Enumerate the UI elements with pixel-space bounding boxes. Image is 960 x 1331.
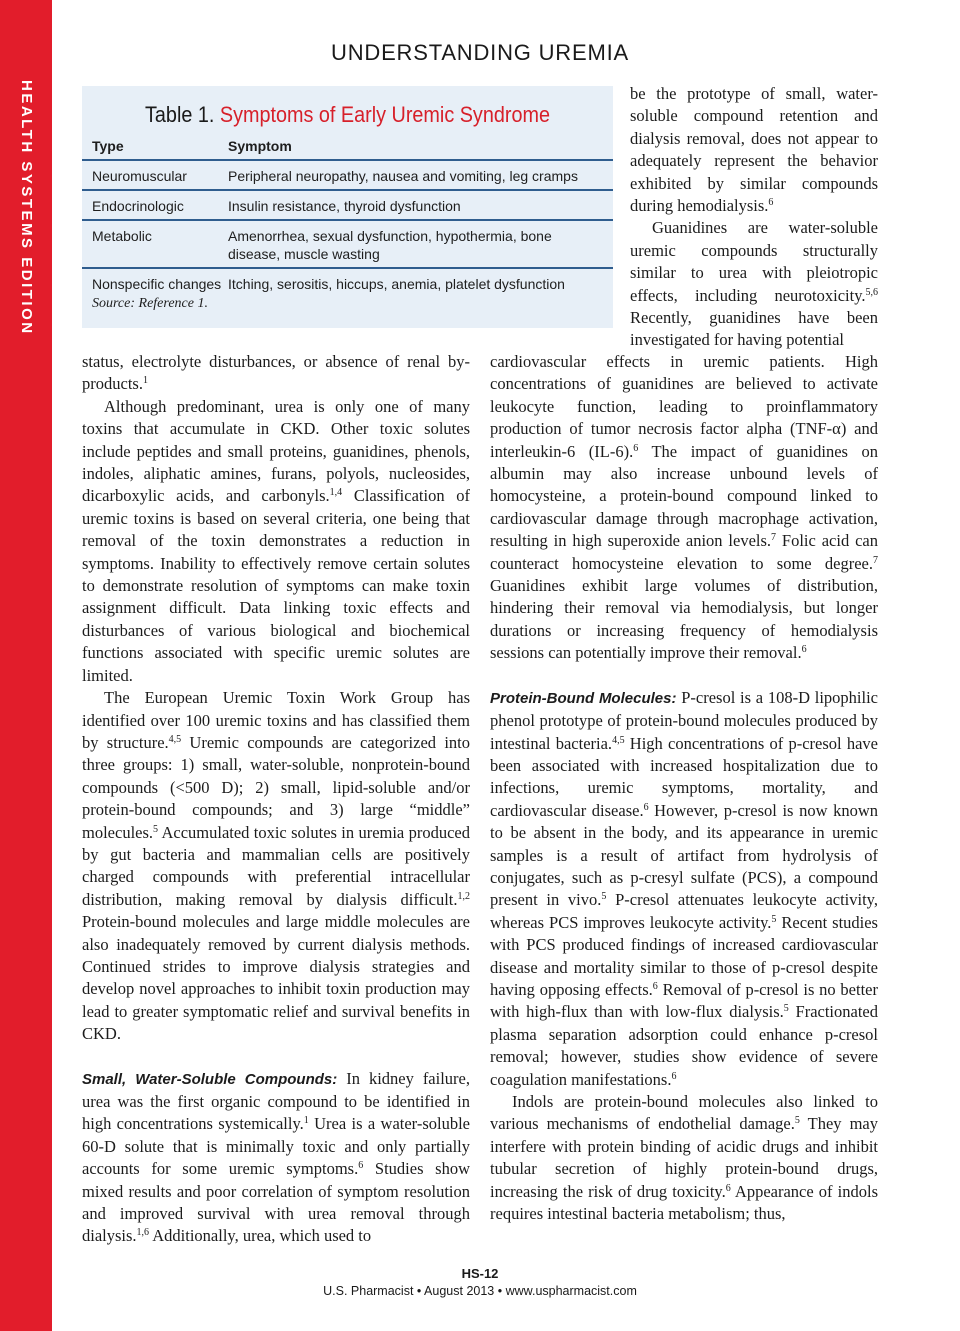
table-number: Table 1. xyxy=(145,102,215,127)
table-name: Symptoms of Early Uremic Syndrome xyxy=(219,102,550,127)
table-row xyxy=(82,220,613,268)
right-column xyxy=(490,351,878,1225)
table-row xyxy=(82,190,613,220)
paragraph: Indols are protein-bound molecules also linked to various mechanisms of endothelial damage.$^5$ They may interfere with protein binding of acidic drugs and inhibit tubular secretion of highly protein-bound drugs, increasing the risk of drug toxicity.$^6$ Appearance of indols requires intestinal bacteria metabolism; thus, xyxy=(490,1092,879,1224)
row-symptom: Peripheral neuropathy, nausea and vomiting, leg cramps xyxy=(228,168,578,184)
right-column-top xyxy=(630,83,878,352)
column-header-symptom: Symptom xyxy=(228,134,613,160)
table-row xyxy=(82,268,613,297)
row-symptom: Itching, serositis, hiccups, anemia, platelet dysfunction xyxy=(228,276,565,292)
sidebar-band xyxy=(0,0,52,1331)
edition-label: HEALTH SYSTEMS EDITION xyxy=(18,80,35,336)
symptoms-table xyxy=(82,86,613,328)
table-row xyxy=(82,160,613,190)
row-symptom: Amenorrhea, sexual dysfunction, hypothermia, bone disease, muscle wasting xyxy=(228,228,552,262)
row-type: Endocrinologic xyxy=(92,198,184,214)
paragraph: cardiovascular effects in uremic patients. High concentrations of guanidines are believed to activate leukocyte function, leading to proinflammatory production of tumor necrosis factor alpha (TNF-α) and interleukin-6 (IL-6).$^6$ The impact of guanidines on albumin may also increase unbound levels of homocysteine, a protein-bound compound linked to cardiovascular damage through macrophage activation, resulting in high superoxide anion levels.$^7$ Folic acid can counteract homocysteine elevation to some degree.$^7$ Guanidines exhibit large volumes of distribution, hindering their removal via hemodialysis, but longer durations or increasing frequency of hemodialysis sessions can potentially improve their removal.$^6$ xyxy=(490,352,878,663)
row-type: Nonspecific changes xyxy=(92,276,222,292)
table-title xyxy=(109,102,587,128)
page-number: HS-12 xyxy=(461,1266,499,1281)
table-source: Source: Reference 1. xyxy=(92,296,208,311)
paragraph: Protein-Bound Molecules: P-cresol is a 108-D lipophilic phenol prototype of protein-bound molecules produced by intestinal bacteria.$^{4,5}$ High concentrations of p-cresol have been associated with increased hospitalization due to infections, uremic symptoms, mortality, and cardiovascular disease.$^6$ However, p-cresol is now known to be absent in the body, and its appearance in uremic samples is a result of artifact from hydrolysis of conjugates, such as p-cresyl sulfate (PCS), a compound present in vivo.$^5$ P-cresol attenuates leukocyte activity, whereas PCS improves leukocyte activity.$^5$ Recent studies with PCS produced findings of increased cardiovascular disease and mortality similar to those of p-cresol despite having opposing effects.$^6$ Removal of p-cresol is no better with high-flux than with low-flux dialysis.$^5$ Fractionated plasma separation adsorption could enhance p-cresol removal; however, studies show evidence of severe coagulation manifestations.$^6$ xyxy=(490,687,879,1089)
table-header-row xyxy=(82,134,613,160)
row-symptom: Insulin resistance, thyroid dysfunction xyxy=(228,198,461,214)
row-type: Metabolic xyxy=(92,228,152,244)
publication-footer: U.S. Pharmacist • August 2013 • www.uspharmacist.com xyxy=(323,1284,637,1298)
paragraph: Although predominant, urea is only one of many toxins that accumulate in CKD. Other toxic solutes include peptides and small proteins, guanidines, phenols, indoles, aliphatic amines, furans, polyols, nucleosides, dicarboxylic acids, and carbonyls.$^{1,4}$ Classification of uremic toxins is based on several criteria, one being that removal of the toxin demonstrates a reduction in symptoms. Inability to effectively remove certain solutes to demonstrate resolution of symptoms can make toxin assignment difficult. Data linking toxic effects and disturbances of various biological and biochemical functions associated with specific uremic solutes are limited. xyxy=(82,396,471,685)
row-type: Neuromuscular xyxy=(92,168,187,184)
paragraph: The European Uremic Toxin Work Group has identified over 100 uremic toxins and has classified them by structure.$^{4,5}$ Uremic compounds are categorized into three groups: 1) small, water-soluble, nonprotein-bound compounds (<500 D); 2) small, lipid-soluble and/or protein-bound compounds; and 3) large “middle” molecules.$^5$ Accumulated toxic solutes in uremia produced by gut bacteria and mammalian cells are positively charged compounds with preferential intracellular distribution, making removal by dialysis difficult.$^{1,2}$ Protein-bound molecules and large middle molecules are also inadequately removed by current dialysis methods. Continued strides to improve dialysis strategies and develop novel approaches to inhibit toxin production may lead to greater symptomatic relief and survival benefits in CKD. xyxy=(82,688,470,1044)
paragraph: be the prototype of small, water-soluble compound retention and dialysis removal, does not appear to adequately represent the behavior exhibited by similar compounds during hemodialysis.$^6$ xyxy=(630,84,878,216)
paragraph: Small, Water-Soluble Compounds: In kidney failure, urea was the first organic compound to be identified in high concentrations systemically.$^1$ Urea is a water-soluble 60-D solute that is minimally toxic and only partially accounts for some uremic symptoms.$^6$ Studies show mixed results and poor correlation of symptom resolution and improved survival with urea removal through dialysis.$^{1,6}$ Additionally, urea, which used to xyxy=(82,1068,471,1246)
symptoms-grid xyxy=(82,134,613,297)
column-header-type: Type xyxy=(82,134,228,160)
paragraph: Guanidines are water-soluble uremic compounds structurally similar to urea with pleiotropic effects, including neurotoxicity.$^{5,6}$ Recently, guanidines have been investigated for having potential xyxy=(630,218,878,350)
paragraph: status, electrolyte disturbances, or absence of renal by-products.$^1$ xyxy=(82,352,470,394)
section-heading: Protein-Bound Molecules: xyxy=(490,689,677,707)
page-title: UNDERSTANDING UREMIA xyxy=(331,40,629,65)
left-column xyxy=(82,351,470,1248)
section-heading: Small, Water-Soluble Compounds: xyxy=(82,1070,338,1088)
